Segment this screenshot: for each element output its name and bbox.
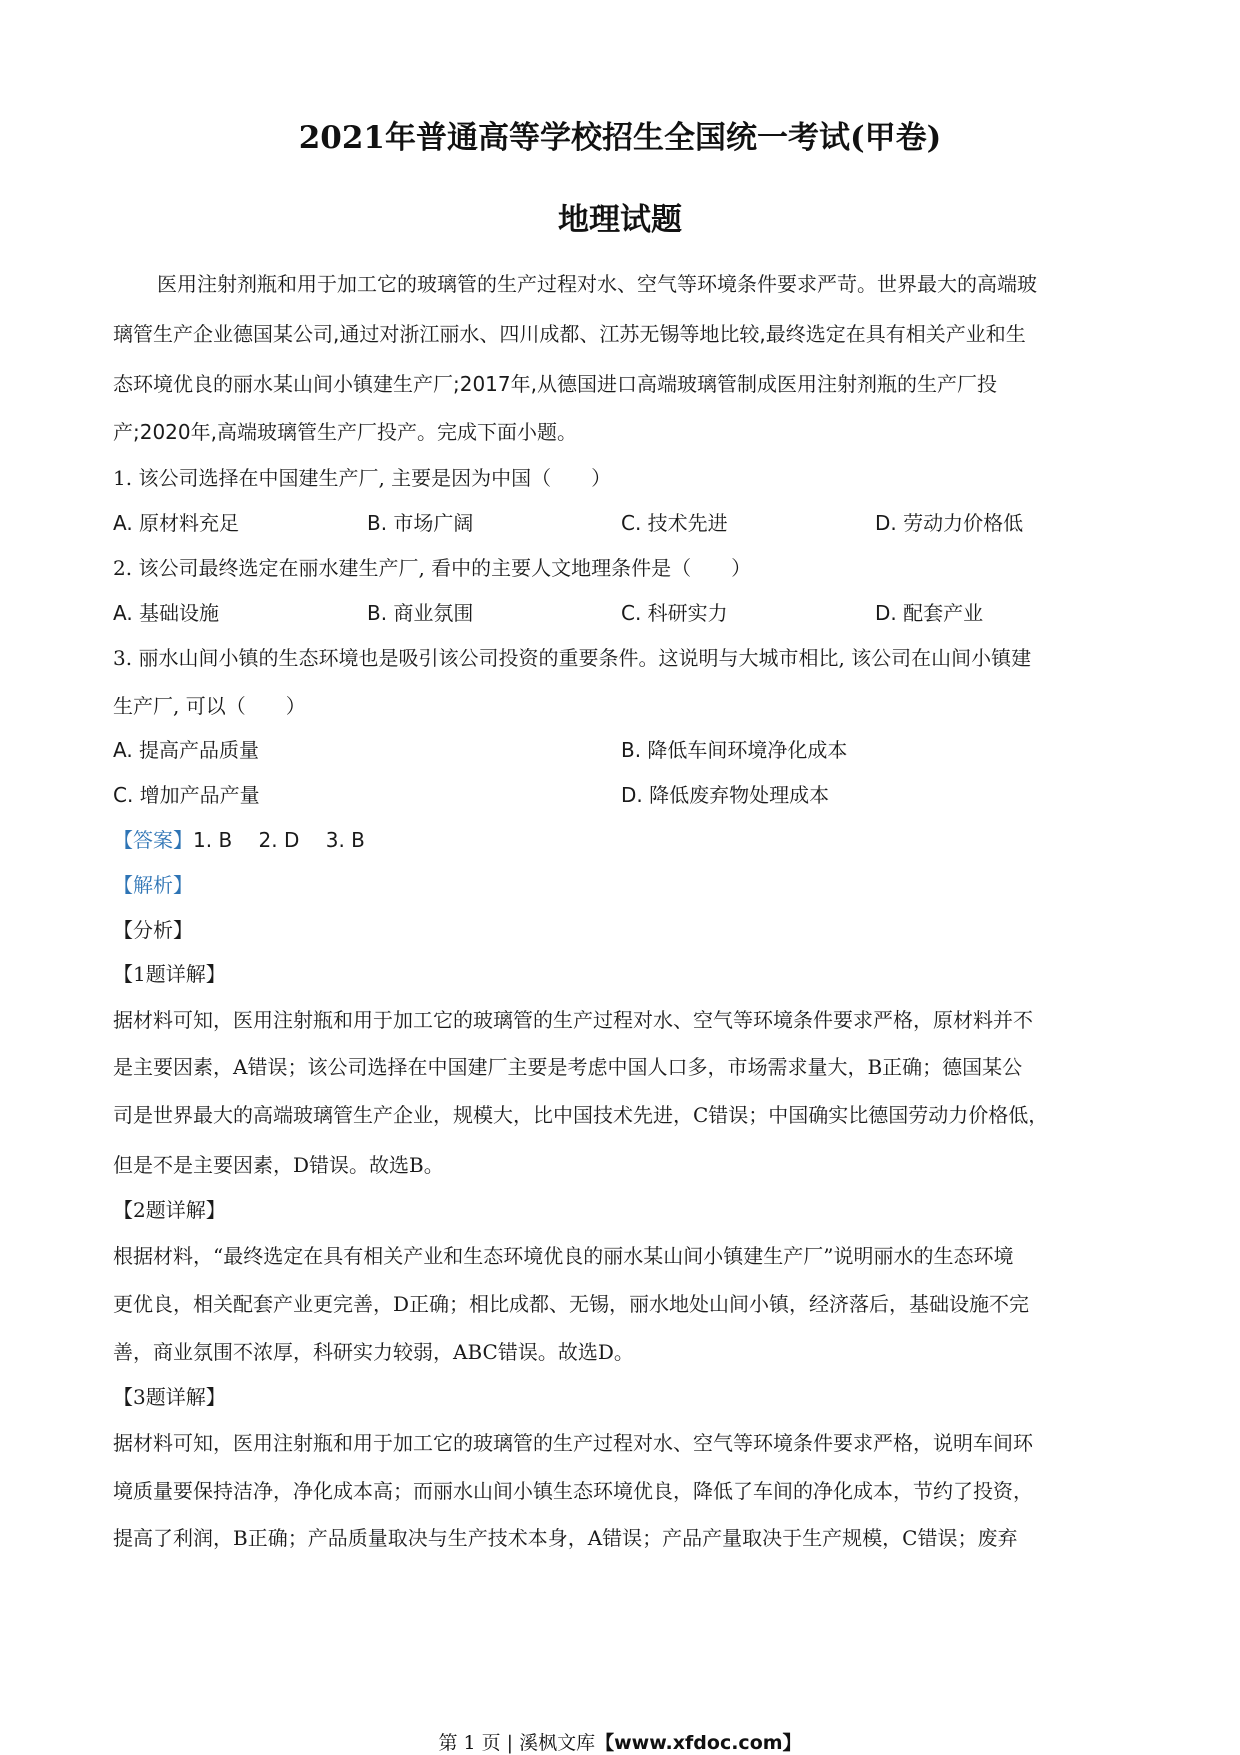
analysis-label: 【解析】	[113, 873, 193, 897]
detail-3-line-1: 据材料可知，医用注射瓶和用于加工它的玻璃管的生产过程对水、空气等环境条件要求严格，说明车间环	[113, 1431, 1033, 1455]
detail-2-heading: 【2题详解】	[113, 1198, 226, 1222]
answer-label: 【答案】	[113, 828, 193, 852]
material-line-2: 璃管生产企业德国某公司,通过对浙江丽水、四川成都、江苏无锡等地比较,最终选定在具有相关产业和生	[113, 322, 1026, 346]
question-2-option-a: A. 基础设施	[113, 601, 220, 625]
answer-line	[113, 824, 365, 853]
question-2-stem: 2. 该公司最终选定在丽水建生产厂, 看中的主要人文地理条件是（ ）	[113, 556, 752, 580]
material-line-3: 态环境优良的丽水某山间小镇建生产厂;2017年,从德国进口高端玻璃管制成医用注射剂瓶的生产厂投	[113, 372, 997, 396]
question-1-option-c: C. 技术先进	[621, 511, 728, 535]
detail-3-heading: 【3题详解】	[113, 1385, 226, 1409]
question-1-stem: 1. 该公司选择在中国建生产厂, 主要是因为中国（ ）	[113, 466, 612, 490]
question-1-option-b: B. 市场广阔	[367, 511, 474, 535]
question-3-option-a: A. 提高产品质量	[113, 738, 260, 762]
question-1-option-a: A. 原材料充足	[113, 511, 240, 535]
fenxi-label: 【分析】	[113, 918, 193, 942]
question-3-stem-line-2: 生产厂, 可以（ ）	[113, 694, 306, 718]
detail-2-line-1: 根据材料，“最终选定在具有相关产业和生态环境优良的丽水某山间小镇建生产厂”说明丽水的生态环境	[113, 1244, 1014, 1268]
footer-page-label: 第 1 页 | 溪枫文库	[438, 1732, 596, 1754]
material-line-1: 医用注射剂瓶和用于加工它的玻璃管的生产过程对水、空气等环境条件要求严苛。世界最大的高端玻	[157, 272, 1037, 296]
footer-site-link[interactable]: 【www.xfdoc.com】	[595, 1732, 802, 1754]
question-3-stem-line-1: 3. 丽水山间小镇的生态环境也是吸引该公司投资的重要条件。这说明与大城市相比, 该公司在山间小镇建	[113, 646, 1032, 670]
answer-value: 1. B 2. D 3. B	[193, 828, 365, 852]
question-2-option-c: C. 科研实力	[621, 601, 728, 625]
question-2-option-d: D. 配套产业	[875, 601, 984, 625]
detail-2-line-2: 更优良，相关配套产业更完善，D正确；相比成都、无锡，丽水地处山间小镇，经济落后，基础设施不完	[113, 1292, 1030, 1316]
question-2-option-b: B. 商业氛围	[367, 601, 474, 625]
detail-1-heading: 【1题详解】	[113, 962, 226, 986]
detail-1-line-2: 是主要因素，A错误；该公司选择在中国建厂主要是考虑中国人口多，市场需求量大，B正确；德国某公	[113, 1055, 1023, 1079]
question-3-option-b: B. 降低车间环境净化成本	[621, 738, 848, 762]
exam-title: 2021年普通高等学校招生全国统一考试(甲卷)	[298, 120, 942, 156]
detail-2-line-3: 善，商业氛围不浓厚，科研实力较弱，ABC错误。故选D。	[113, 1340, 634, 1364]
detail-1-line-4: 但是不是主要因素，D错误。故选B。	[113, 1153, 444, 1177]
question-1-option-d: D. 劳动力价格低	[875, 511, 1024, 535]
detail-1-line-3: 司是世界最大的高端玻璃管生产企业，规模大，比中国技术先进，C错误；中国确实比德国劳动力价格低，	[113, 1103, 1049, 1127]
detail-1-line-1: 据材料可知，医用注射瓶和用于加工它的玻璃管的生产过程对水、空气等环境条件要求严格，原材料并不	[113, 1008, 1033, 1032]
page-footer	[0, 1728, 1240, 1755]
question-3-option-d: D. 降低废弃物处理成本	[621, 783, 830, 807]
material-line-4: 产;2020年,高端玻璃管生产厂投产。完成下面小题。	[113, 420, 577, 444]
detail-3-line-3: 提高了利润，B正确；产品质量取决与生产技术本身，A错误；产品产量取决于生产规模，C错误；废弃	[113, 1526, 1018, 1550]
detail-3-line-2: 境质量要保持洁净，净化成本高；而丽水山间小镇生态环境优良，降低了车间的净化成本，节约了投资，	[113, 1479, 1033, 1503]
exam-subtitle: 地理试题	[558, 202, 682, 238]
question-3-option-c: C. 增加产品产量	[113, 783, 260, 807]
